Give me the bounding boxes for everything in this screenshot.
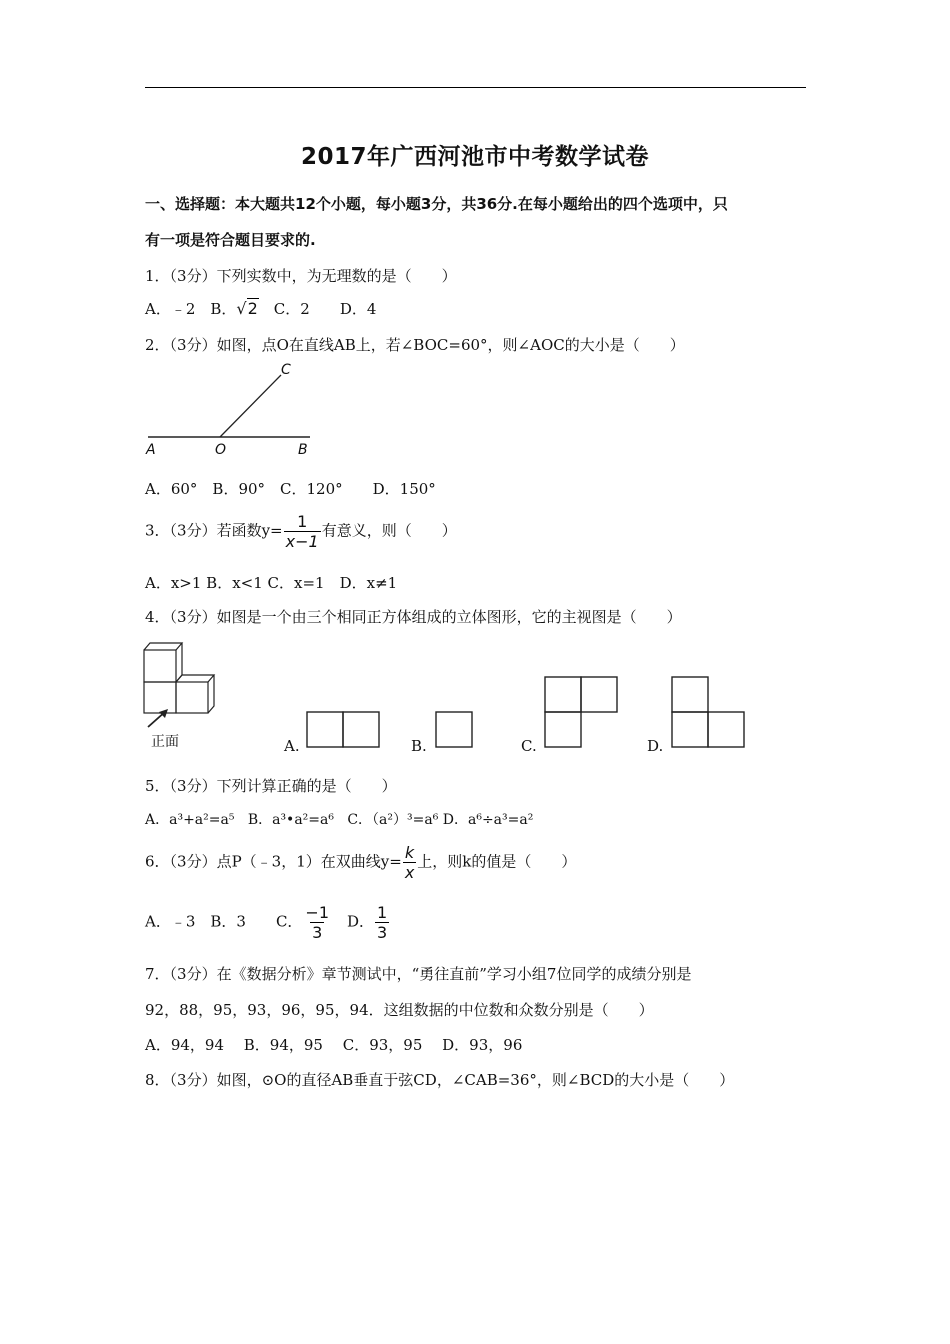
q1-options-b: C．2 D．4 xyxy=(258,300,377,318)
q4-option-d-figure xyxy=(671,676,746,749)
header-rule xyxy=(145,87,806,88)
q3-fraction xyxy=(284,512,321,551)
point-a-label: A xyxy=(146,442,156,458)
q3-stem xyxy=(145,512,457,551)
q6-options xyxy=(145,903,390,942)
q3-numerator: 1 xyxy=(297,512,308,531)
q4-option-b: B. xyxy=(411,737,427,755)
q3-denominator: x−1 xyxy=(285,532,319,551)
q3-stem-pre: 3．（3分）若函数y= xyxy=(145,521,283,540)
q6-d-denominator: 3 xyxy=(377,923,388,942)
q7-stem-line2: 92，88，95，93，96，95，94．这组数据的中位数和众数分别是（ ） xyxy=(145,1001,654,1019)
q6-d-numerator: 1 xyxy=(377,903,388,922)
page-title: 2017年广西河池市中考数学试卷 xyxy=(300,144,649,170)
q5-option-c: C．（a²）³=a⁶ xyxy=(347,812,439,828)
q6-option-ab: A．﹣3 B．3 C． xyxy=(145,912,303,931)
point-o-label: O xyxy=(215,442,227,458)
section-heading-line1: 一、选择题：本大题共12个小题，每小题3分，共36分.在每小题给出的四个选项中，只 xyxy=(145,195,728,213)
q6-option-c-fraction xyxy=(303,903,331,942)
front-label: 正面 xyxy=(151,734,179,750)
q4-option-a-figure xyxy=(306,711,381,749)
sqrt-radicand: 2 xyxy=(247,299,258,318)
q4-cube-figure xyxy=(140,640,220,730)
q6-c-numerator: −1 xyxy=(305,903,330,922)
q4-option-c-figure xyxy=(544,676,619,749)
q4-stem: 4．（3分）如图是一个由三个相同正方体组成的立体图形，它的主视图是（ ） xyxy=(145,608,682,626)
q8-stem: 8．（3分）如图，⊙O的直径AB垂直于弦CD，∠CAB=36°，则∠BCD的大小是（ ） xyxy=(145,1071,735,1089)
q5-options xyxy=(145,809,533,829)
q4-option-c: C. xyxy=(521,737,537,755)
q1-options xyxy=(145,298,376,319)
q6-option-d-fraction xyxy=(375,903,389,942)
q3-options: A．x>1 B．x<1 C．x=1 D．x≠1 xyxy=(145,574,398,592)
q6-stem xyxy=(145,843,576,882)
q2-stem: 2．（3分）如图，点O在直线AB上，若∠BOC=60°，则∠AOC的大小是（ ） xyxy=(145,336,685,354)
q4-option-b-figure xyxy=(435,711,474,749)
q6-option-d: D． xyxy=(332,912,375,931)
q6-numerator: k xyxy=(404,843,415,862)
q5-stem: 5．（3分）下列计算正确的是（ ） xyxy=(145,777,397,795)
q2-options: A．60° B．90° C．120° D．150° xyxy=(145,480,436,498)
q4-option-d: D. xyxy=(647,737,664,755)
sqrt-symbol: √2 xyxy=(236,299,258,318)
section-heading-line2: 有一项是符合题目要求的. xyxy=(145,231,316,249)
q7-stem-line1: 7．（3分）在《数据分析》章节测试中，“勇往直前”学习小组7位同学的成绩分别是 xyxy=(145,965,692,983)
point-b-label: B xyxy=(298,442,308,458)
q3-stem-post: 有意义，则（ ） xyxy=(321,521,457,540)
point-c-label: C xyxy=(281,362,291,378)
q1-stem: 1．（3分）下列实数中，为无理数的是（ ） xyxy=(145,267,457,285)
q5-option-a: A．a³+a²=a⁵ xyxy=(145,812,235,828)
q6-stem-pre: 6．（3分）点P（﹣3，1）在双曲线y= xyxy=(145,852,402,871)
q4-option-a: A. xyxy=(284,737,300,755)
q5-option-b: B．a³•a²=a⁶ xyxy=(247,812,334,828)
q7-options: A．94，94 B．94，95 C．93，95 D．93，96 xyxy=(145,1036,523,1054)
ray-oc xyxy=(220,375,281,437)
q6-fraction xyxy=(403,843,416,882)
q6-denominator: x xyxy=(404,863,415,882)
q5-option-d: D．a⁶÷a³=a² xyxy=(442,812,534,828)
q6-c-denominator: 3 xyxy=(312,923,323,942)
q1-options-a: A．﹣2 B． xyxy=(145,300,237,318)
q6-stem-post: 上，则k的值是（ ） xyxy=(417,852,577,871)
